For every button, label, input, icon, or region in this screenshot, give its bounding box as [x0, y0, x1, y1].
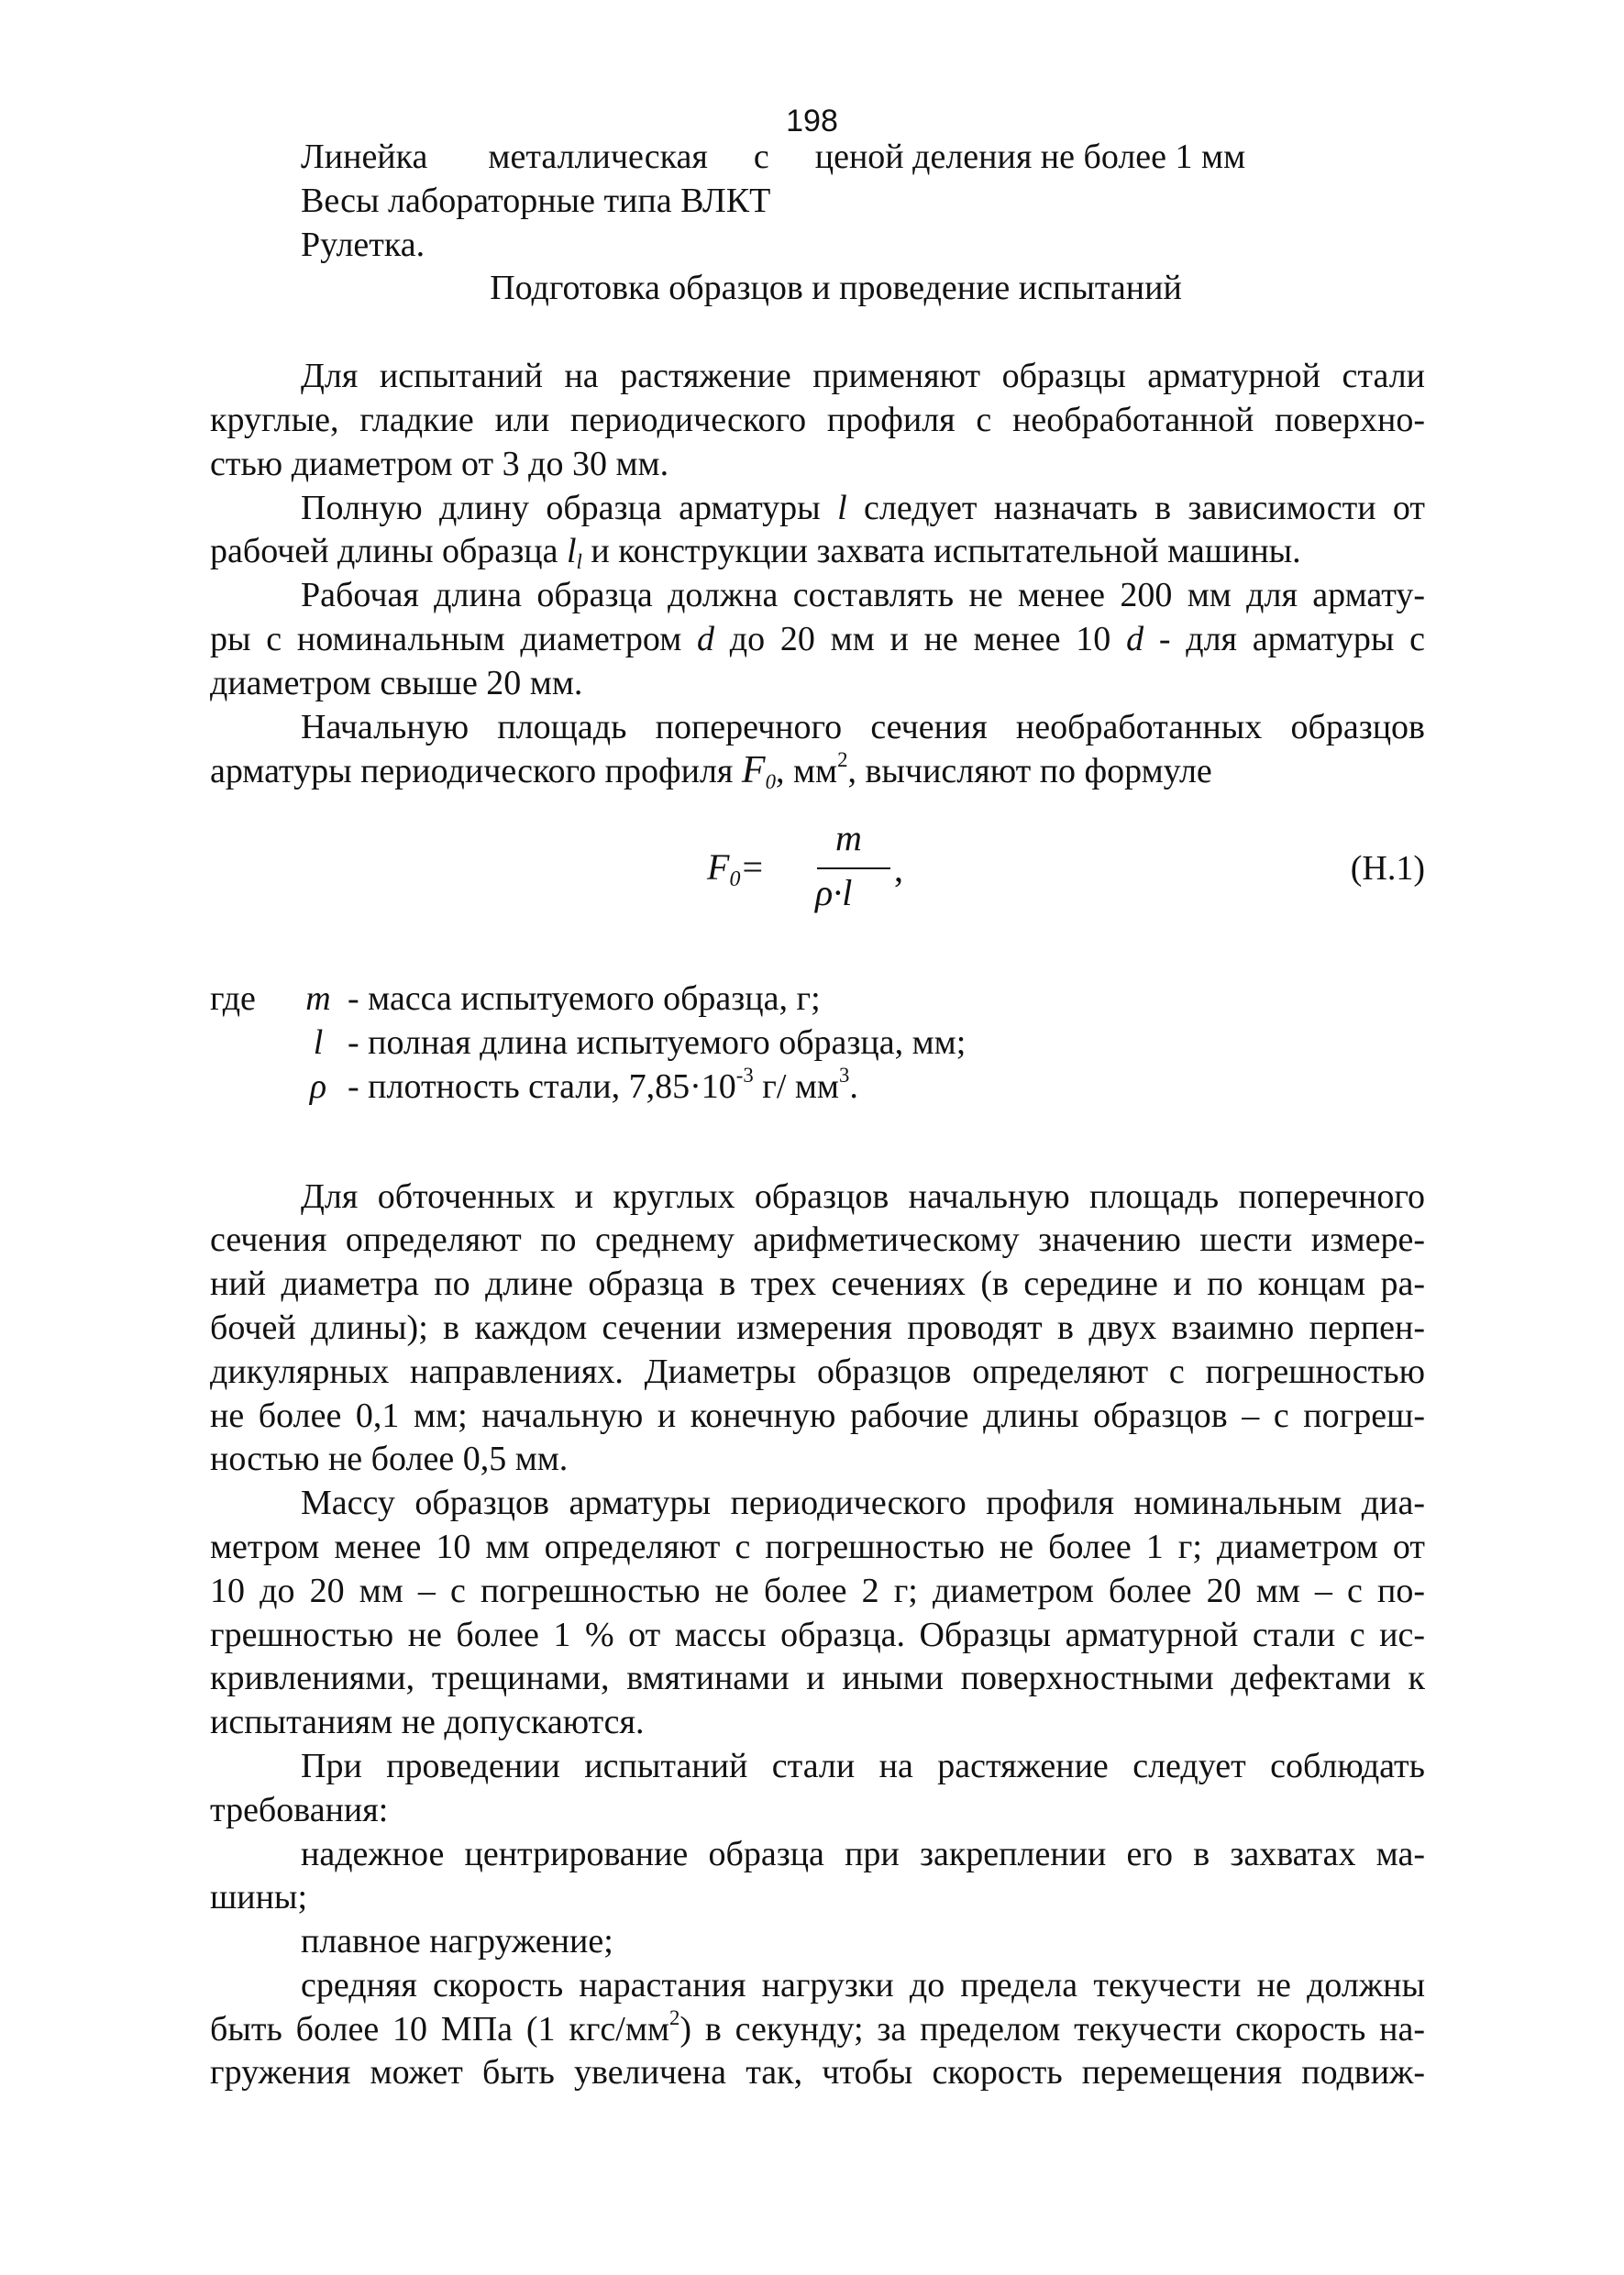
p1-line-3: стью диаметром от 3 до 30 мм.: [210, 444, 669, 483]
p6-line-6: испытаниям не допускаются.: [210, 1703, 645, 1742]
p6-line-3: 10 до 20 мм – с погрешностью не более 2 г; диаметром более 20 мм – с по-: [210, 1571, 1425, 1610]
equipment-tape: Рулетка.: [301, 225, 425, 264]
list-item-1-line-1: надежное центрирование образца при закреплении его в захватах ма-: [301, 1834, 1425, 1873]
formula-lhs: $F_0=$: [707, 846, 763, 892]
formula-block: [210, 794, 1425, 977]
list-item-3-line-1: средняя скорость нарастания нагрузки до предела текучести не должны: [301, 1965, 1425, 2004]
formula-denominator: ρ·l: [815, 872, 853, 914]
where-row-1: [210, 977, 1425, 1022]
p2-line-2: рабочей длины образца $l_l$ и конструкции захвата испытательной машины.: [210, 532, 1301, 574]
equation-number: (Н.1): [1350, 849, 1425, 889]
ruler-word-1: Линейка: [301, 138, 428, 176]
formula-numerator: m: [835, 817, 862, 859]
p6-line-5: кривлениями, трещинами, вмятинами и иными поверхностными дефектами к: [210, 1659, 1425, 1698]
formula-comma: ,: [894, 848, 903, 890]
p5-line-1: Для обточенных и круглых образцов начальную площадь поперечного: [301, 1176, 1425, 1216]
length-symbol: l: [837, 488, 847, 527]
equipment-scales: Весы лабораторные типа ВЛКТ: [301, 181, 771, 220]
list-item-3-line-2: быть более 10 МПа (1 кгс/$мм^2$) в секунду; за пределом текучести скорость на-: [210, 2007, 1425, 2049]
p3-line-3: диаметром свыше 20 мм.: [210, 663, 583, 702]
p5-line-7: ностью не более 0,5 мм.: [210, 1440, 569, 1479]
page-number: 198: [786, 104, 838, 138]
p6-line-1: Массу образцов арматуры периодического профиля номинальным диа-: [301, 1484, 1425, 1523]
ruler-word-3: с: [753, 138, 769, 176]
where-symbol: l: [313, 1022, 324, 1062]
where-text: - плотность стали, $7,85\cdot 10^{-3}$ г/ $мм^3$.: [348, 1063, 858, 1106]
where-symbol: ρ: [309, 1066, 327, 1106]
p4-line-2: арматуры периодического профиля $F_0$, $мм^2$, вычисляют по формуле: [210, 748, 1212, 794]
p3-line-2: ры с номинальным диаметром d до 20 мм и не менее 10 d - для арматуры с: [210, 619, 1425, 658]
where-text: - полная длина испытуемого образца, мм;: [348, 1022, 967, 1062]
p5-line-5: дикулярных направлениях. Диаметры образцов определяют с погрешностью: [210, 1352, 1425, 1391]
section-title: Подготовка образцов и проведение испытаний: [490, 269, 1182, 308]
p6-line-4: грешностью не более 1 % от массы образца. Образцы арматурной стали с ис-: [210, 1615, 1425, 1654]
list-item-2: плавное нагружение;: [301, 1922, 613, 1961]
where-row-2: [210, 1022, 1425, 1066]
where-word: где: [210, 979, 256, 1019]
ruler-word-4: ценой деления не более 1 мм: [814, 138, 1246, 176]
p3-line-1: Рабочая длина образца должна составлять не менее 200 мм для армату-: [301, 576, 1425, 615]
p1-line-1: Для испытаний на растяжение применяют образцы арматурной стали: [301, 357, 1425, 396]
where-row-3: [210, 1063, 1425, 1110]
p1-line-2: круглые, гладкие или периодического профиля с необработанной поверхно-: [210, 400, 1425, 439]
list-item-3-line-3: гружения может быть увеличена так, чтобы скорость перемещения подвиж-: [210, 2053, 1425, 2093]
equipment-ruler: [210, 136, 1425, 180]
p5-line-6: не более 0,1 мм; начальную и конечную рабочие длины образцов – с погреш-: [210, 1396, 1425, 1435]
where-symbol: m: [305, 979, 331, 1019]
p5-line-4: бочей длины); в каждом сечении измерения проводят в двух взаимно перпен-: [210, 1308, 1425, 1347]
p5-line-2: сечения определяют по среднему арифметическому значению шести измере-: [210, 1220, 1425, 1260]
p6-line-2: метром менее 10 мм определяют с погрешностью не более 1 г; диаметром от: [210, 1527, 1425, 1566]
fraction-bar: [817, 867, 890, 869]
p2-line-1: Полную длину образца арматуры l следует назначать в зависимости от: [301, 488, 1425, 527]
p4-line-1: Начальную площадь поперечного сечения необработанных образцов: [301, 707, 1425, 746]
spacer: [210, 1110, 1425, 1176]
ruler-word-2: металлическая: [488, 138, 708, 176]
page-content: [210, 136, 1425, 2095]
p5-line-3: ний диаметра по длине образца в трех сечениях (в середине и по концам ра-: [210, 1265, 1425, 1304]
work-length-symbol: l: [566, 532, 577, 571]
spacer: [210, 311, 1425, 355]
where-text: - масса испытуемого образца, г;: [348, 979, 821, 1019]
p7-line-2: требования:: [210, 1790, 389, 1829]
list-item-1-line-2: шины;: [210, 1878, 308, 1917]
formula-fraction: [707, 816, 927, 917]
p7-line-1: При проведении испытаний стали на растяжение следует соблюдать: [301, 1746, 1425, 1785]
